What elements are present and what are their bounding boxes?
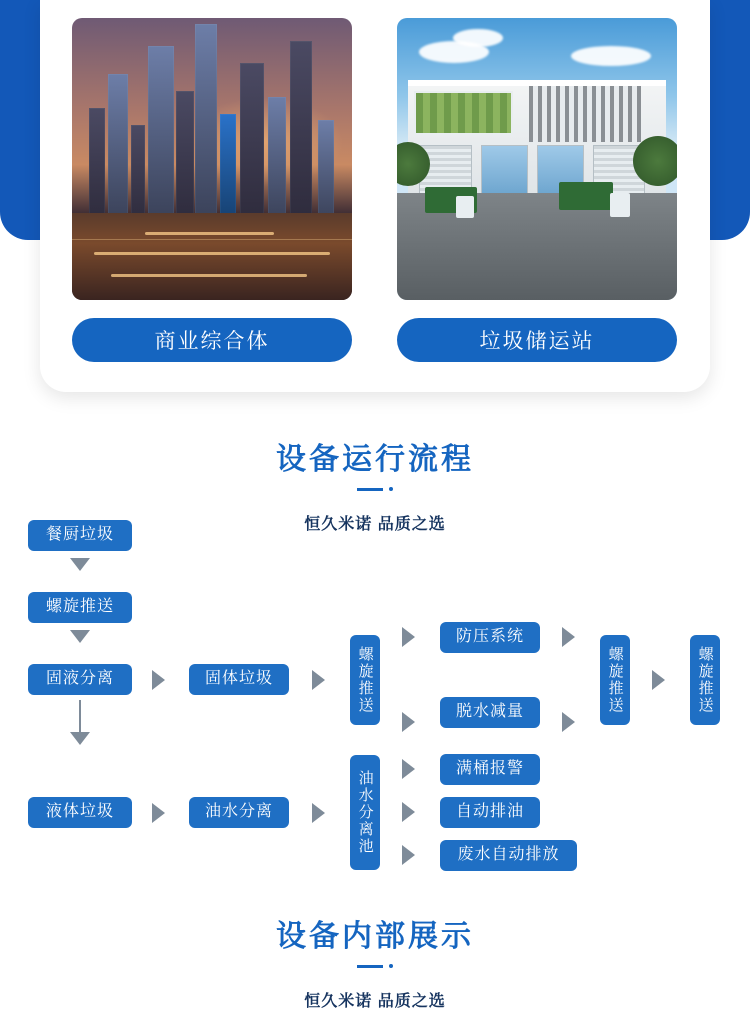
flow-node-oil-water-separation[interactable]: 油水分离 (189, 797, 289, 828)
flow-arrow-right-a1 (152, 670, 165, 690)
flow-node-full-bin-alarm[interactable]: 满桶报警 (440, 754, 540, 785)
flow-node-auto-oil-discharge[interactable]: 自动排油 (440, 797, 540, 828)
flow-arrow-right-a7 (652, 670, 665, 690)
section-subtitle-interior: 恒久米诺 品质之选 (304, 993, 446, 1010)
flow-arrow-right-a6 (562, 712, 575, 732)
flow-arrow-right-a4 (402, 712, 415, 732)
flow-arrow-right-b5 (402, 845, 415, 865)
flow-node-anti-press-system[interactable]: 防压系统 (440, 622, 540, 653)
flow-arrow-right-a5 (562, 627, 575, 647)
section-title-process: 设备运行流程 (276, 443, 474, 476)
flow-arrow-right-b4 (402, 802, 415, 822)
scenario-card-panel (40, 0, 710, 392)
flow-arrow-right-b2 (312, 803, 325, 823)
section-divider-process (0, 480, 750, 496)
city-skyline-photo (72, 18, 352, 300)
flow-arrow-right-a3 (402, 627, 415, 647)
flow-node-auto-wastewater-discharge[interactable]: 废水自动排放 (440, 840, 577, 871)
section-subtitle-process: 恒久米诺 品质之选 (304, 516, 446, 533)
section-title-interior: 设备内部展示 (276, 920, 474, 953)
flow-arrow-right-b3 (402, 759, 415, 779)
flow-node-solid-waste[interactable]: 固体垃圾 (189, 664, 289, 695)
flow-node-screw-conveying-4[interactable]: 螺旋推送 (690, 635, 720, 725)
scenario-caption-commercial-complex[interactable]: 商业综合体 (72, 318, 352, 362)
flow-arrow-down-2 (70, 630, 90, 643)
scenario-caption-waste-station[interactable]: 垃圾储运站 (397, 318, 677, 362)
flow-node-oil-water-separation-tank[interactable]: 油水分离池 (350, 755, 380, 870)
flow-node-kitchen-waste[interactable]: 餐厨垃圾 (28, 520, 132, 551)
flow-node-dewatering-reduction[interactable]: 脱水减量 (440, 697, 540, 728)
flow-node-screw-conveying-1[interactable]: 螺旋推送 (28, 592, 132, 623)
flow-node-screw-conveying-3[interactable]: 螺旋推送 (600, 635, 630, 725)
flow-arrow-right-b1 (152, 803, 165, 823)
flow-arrow-down-3 (70, 732, 90, 745)
flow-node-screw-conveying-2[interactable]: 螺旋推送 (350, 635, 380, 725)
waste-transfer-station-photo (397, 18, 677, 300)
section-divider-interior (0, 957, 750, 973)
flow-line-down-3 (79, 700, 81, 732)
flow-arrow-down-1 (70, 558, 90, 571)
flow-node-liquid-waste[interactable]: 液体垃圾 (28, 797, 132, 828)
flow-arrow-right-a2 (312, 670, 325, 690)
flow-node-solid-liquid-separation[interactable]: 固液分离 (28, 664, 132, 695)
